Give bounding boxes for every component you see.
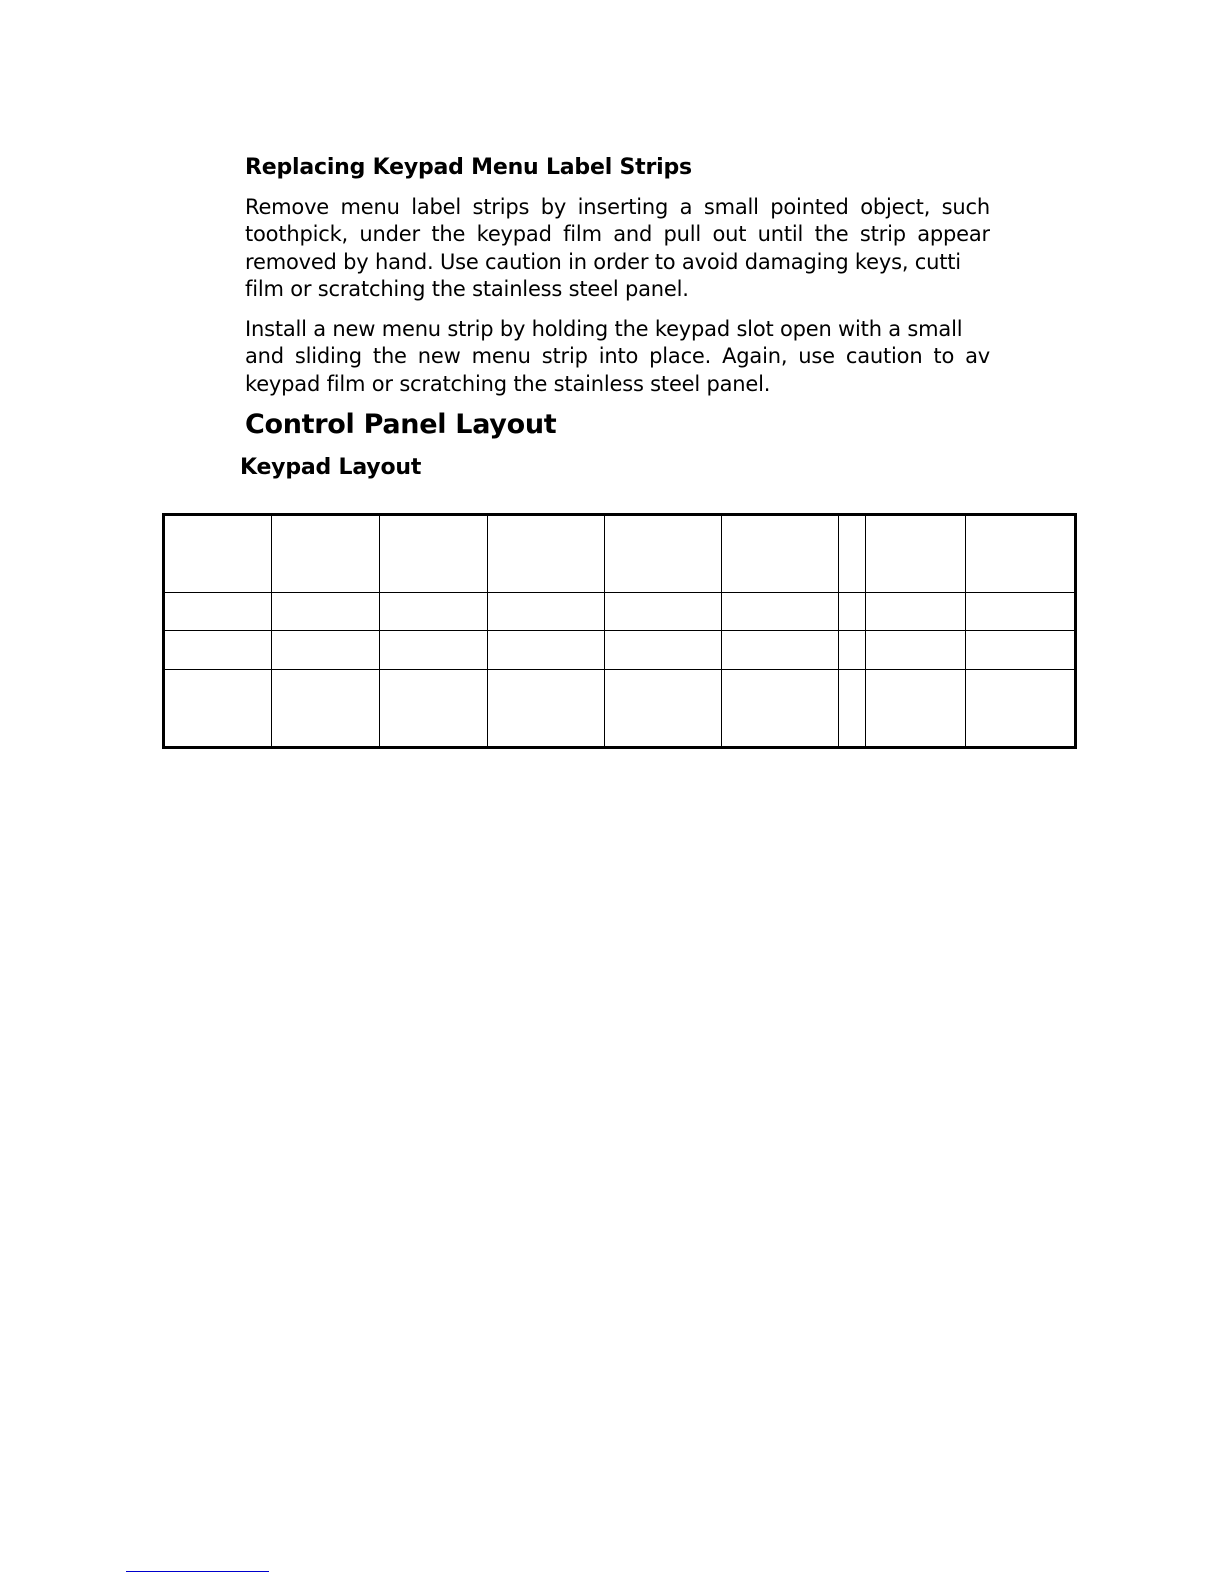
keypad-cell (966, 670, 1076, 748)
keypad-cell (839, 592, 866, 631)
keypad-cell (164, 592, 272, 631)
keypad-cell (164, 670, 272, 748)
control-panel-heading: Control Panel Layout (245, 409, 557, 440)
keypad-cell (966, 631, 1076, 670)
keypad-cell (866, 515, 966, 593)
keypad-cell (488, 631, 605, 670)
paragraph-line: Install a new menu strip by holding the keypad slot open with a small (245, 317, 963, 341)
paragraph-line: Remove menu label strips by inserting a small pointed object, such (245, 195, 990, 219)
keypad-cell (272, 670, 380, 748)
keypad-cell (605, 592, 722, 631)
keypad-layout-grid (162, 513, 1077, 749)
keypad-cell (722, 515, 839, 593)
keypad-grid-body (164, 515, 1076, 748)
keypad-cell (380, 631, 488, 670)
keypad-row (164, 515, 1076, 593)
keypad-cell (488, 670, 605, 748)
keypad-cell (380, 670, 488, 748)
section-heading: Replacing Keypad Menu Label Strips (245, 155, 692, 180)
keypad-cell (488, 515, 605, 593)
keypad-cell (839, 515, 866, 593)
keypad-cell (164, 515, 272, 593)
keypad-cell (722, 592, 839, 631)
paragraph-text (245, 316, 990, 398)
keypad-cell (605, 670, 722, 748)
keypad-cell (164, 631, 272, 670)
keypad-cell (722, 670, 839, 748)
paragraph-line: keypad film or scratching the stainless steel panel. (245, 371, 771, 396)
paragraph-line: and sliding the new menu strip into place. Again, use caution to av (245, 344, 990, 369)
keypad-cell (272, 631, 380, 670)
keypad-cell (272, 515, 380, 593)
paragraph-line: film or scratching the stainless steel panel. (245, 276, 689, 301)
keypad-row (164, 592, 1076, 631)
keypad-cell (839, 631, 866, 670)
keypad-cell (488, 592, 605, 631)
keypad-row (164, 631, 1076, 670)
keypad-row (164, 670, 1076, 748)
keypad-layout-heading: Keypad Layout (240, 455, 422, 480)
paragraph-line: toothpick, under the keypad film and pull out until the strip appear (245, 222, 990, 247)
paragraph-line: removed by hand. Use caution in order to avoid damaging keys, cutti (245, 249, 961, 274)
keypad-cell (866, 670, 966, 748)
keypad-cell (866, 592, 966, 631)
keypad-cell (272, 592, 380, 631)
paragraph-text (245, 194, 990, 303)
keypad-cell (966, 592, 1076, 631)
keypad-cell (866, 631, 966, 670)
keypad-cell (605, 515, 722, 593)
footnote-separator (126, 1571, 269, 1572)
paragraph-remove-strips (245, 194, 990, 303)
keypad-cell (380, 515, 488, 593)
keypad-cell (966, 515, 1076, 593)
keypad-cell (722, 631, 839, 670)
keypad-cell (839, 670, 866, 748)
paragraph-install-strip (245, 316, 990, 398)
keypad-cell (380, 592, 488, 631)
keypad-cell (605, 631, 722, 670)
